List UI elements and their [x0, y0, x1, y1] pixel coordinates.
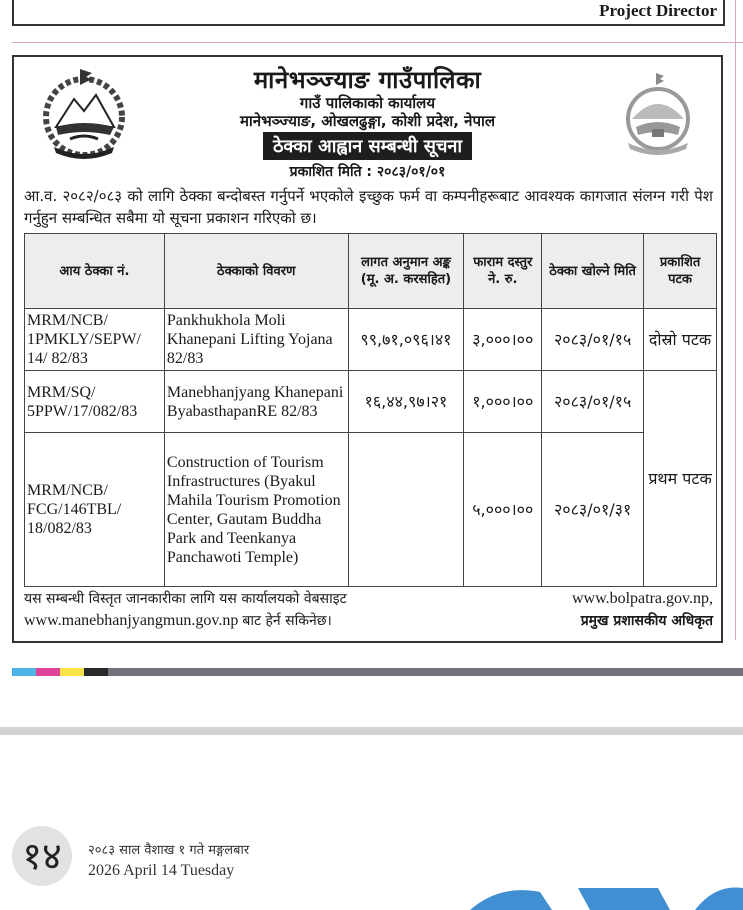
- published-date: प्रकाशित मिति : २०८३/०१/०१: [289, 164, 446, 180]
- contract-no: MRM/NCB/ 1PMKLY/SEPW/ 14/ 82/83: [25, 309, 165, 371]
- column-rule-horizontal: [12, 42, 743, 43]
- header-form-fee: फाराम दस्तुर ने. रु.: [464, 234, 542, 309]
- description: Manebhanjyang Khanepani ByabasthapanRE 82/83: [164, 371, 348, 433]
- page-separator: [0, 727, 743, 735]
- page-number: १४: [12, 826, 72, 886]
- header-cost-estimate: लागत अनुमान अङ्क (मू. अ. करसहित): [348, 234, 464, 309]
- description: Construction of Tourism Infrastructures (Byakul Mahila Tourism Promotion Center, Gautam Buddha Park and Teenkanya Panchawoti Temple): [164, 433, 348, 587]
- tender-notice: [12, 55, 723, 643]
- contract-no: MRM/NCB/ FCG/146TBL/ 18/082/83: [25, 433, 165, 587]
- header-published-times: प्रकाशित पटक: [644, 234, 717, 309]
- opening-date: २०८३/०१/१५: [542, 371, 644, 433]
- header-description: ठेक्काको विवरण: [164, 234, 348, 309]
- column-rule-vertical: [735, 0, 736, 640]
- opening-date: २०८३/०१/३१: [542, 433, 644, 587]
- footer-info-text-2: बाट हेर्न सकिनेछ।: [242, 613, 332, 629]
- notice-intro: आ.व. २०८२/०८३ को लागि ठेक्का बन्दोबस्त गर्नुपर्ने भएकोले इच्छुक फर्म वा कम्पनीहरूबाट आवश्यक कागजात संलग्न गरी पेश गर्नुहुन सम्बन्धित सबैमा यो सूचना प्रकाशन गरिएको छ।: [24, 187, 713, 227]
- office-name: गाउँ पालिकाको कार्यालय: [299, 94, 436, 112]
- form-fee: ५,०००।००: [464, 433, 542, 587]
- header-contract-no: आय ठेक्का नं.: [25, 234, 165, 309]
- form-fee: ३,०००।००: [464, 309, 542, 371]
- opening-date: २०८३/०१/१५: [542, 309, 644, 371]
- municipality-name: मानेभञ्ज्याङ गाउँपालिका: [253, 66, 482, 94]
- published-times: प्रथम पटक: [644, 371, 717, 587]
- cost-estimate: १६,४४,९७।२१: [348, 371, 464, 433]
- magenta-swatch: [36, 668, 60, 676]
- cost-estimate: ९९,७१,०९६।४१: [348, 309, 464, 371]
- date-nepali: २०८३ साल वैशाख १ गते मङ्गलबार: [88, 843, 250, 858]
- table-header-row: [25, 234, 717, 309]
- yellow-swatch: [60, 668, 84, 676]
- form-fee: १,०००।००: [464, 371, 542, 433]
- cost-estimate: [348, 433, 464, 587]
- published-times: दोस्रो पटक: [644, 309, 717, 371]
- tender-table: [24, 233, 717, 587]
- table-row: [25, 309, 717, 371]
- gray-bar: [108, 668, 743, 676]
- cyan-swatch: [12, 668, 36, 676]
- table-row: [25, 371, 717, 433]
- table-row: [25, 433, 717, 587]
- notice-footer: [24, 588, 713, 632]
- website-link-bolpatra[interactable]: www.bolpatra.gov.np,: [571, 590, 713, 607]
- print-color-bar: [12, 668, 743, 676]
- signatory: प्रमुख प्रशासकीय अधिकृत: [580, 613, 713, 629]
- black-swatch: [84, 668, 108, 676]
- footer-info-text: यस सम्बन्धी विस्तृत जानकारीका लागि यस कार्यालयको वेबसाइट: [24, 591, 347, 607]
- blue-graphic-icon: [430, 880, 743, 910]
- description: Pankhukhola Moli Khanepani Lifting Yojana 82/83: [164, 309, 348, 371]
- previous-notice-box: [12, 0, 725, 26]
- header-opening-date: ठेक्का खोल्ने मिति: [542, 234, 644, 309]
- date-english: 2026 April 14 Tuesday: [88, 862, 235, 879]
- notice-title: ठेक्का आह्वान सम्बन्धी सूचना: [263, 132, 472, 160]
- office-address: मानेभञ्ज्याङ, ओखलढुङ्गा, कोशी प्रदेश, नेपाल: [239, 112, 496, 130]
- contract-no: MRM/SQ/ 5PPW/17/082/83: [25, 371, 165, 433]
- website-link-municipality[interactable]: www.manebhanjyangmun.gov.np: [24, 612, 239, 629]
- previous-notice-signature: Project Director: [599, 1, 717, 20]
